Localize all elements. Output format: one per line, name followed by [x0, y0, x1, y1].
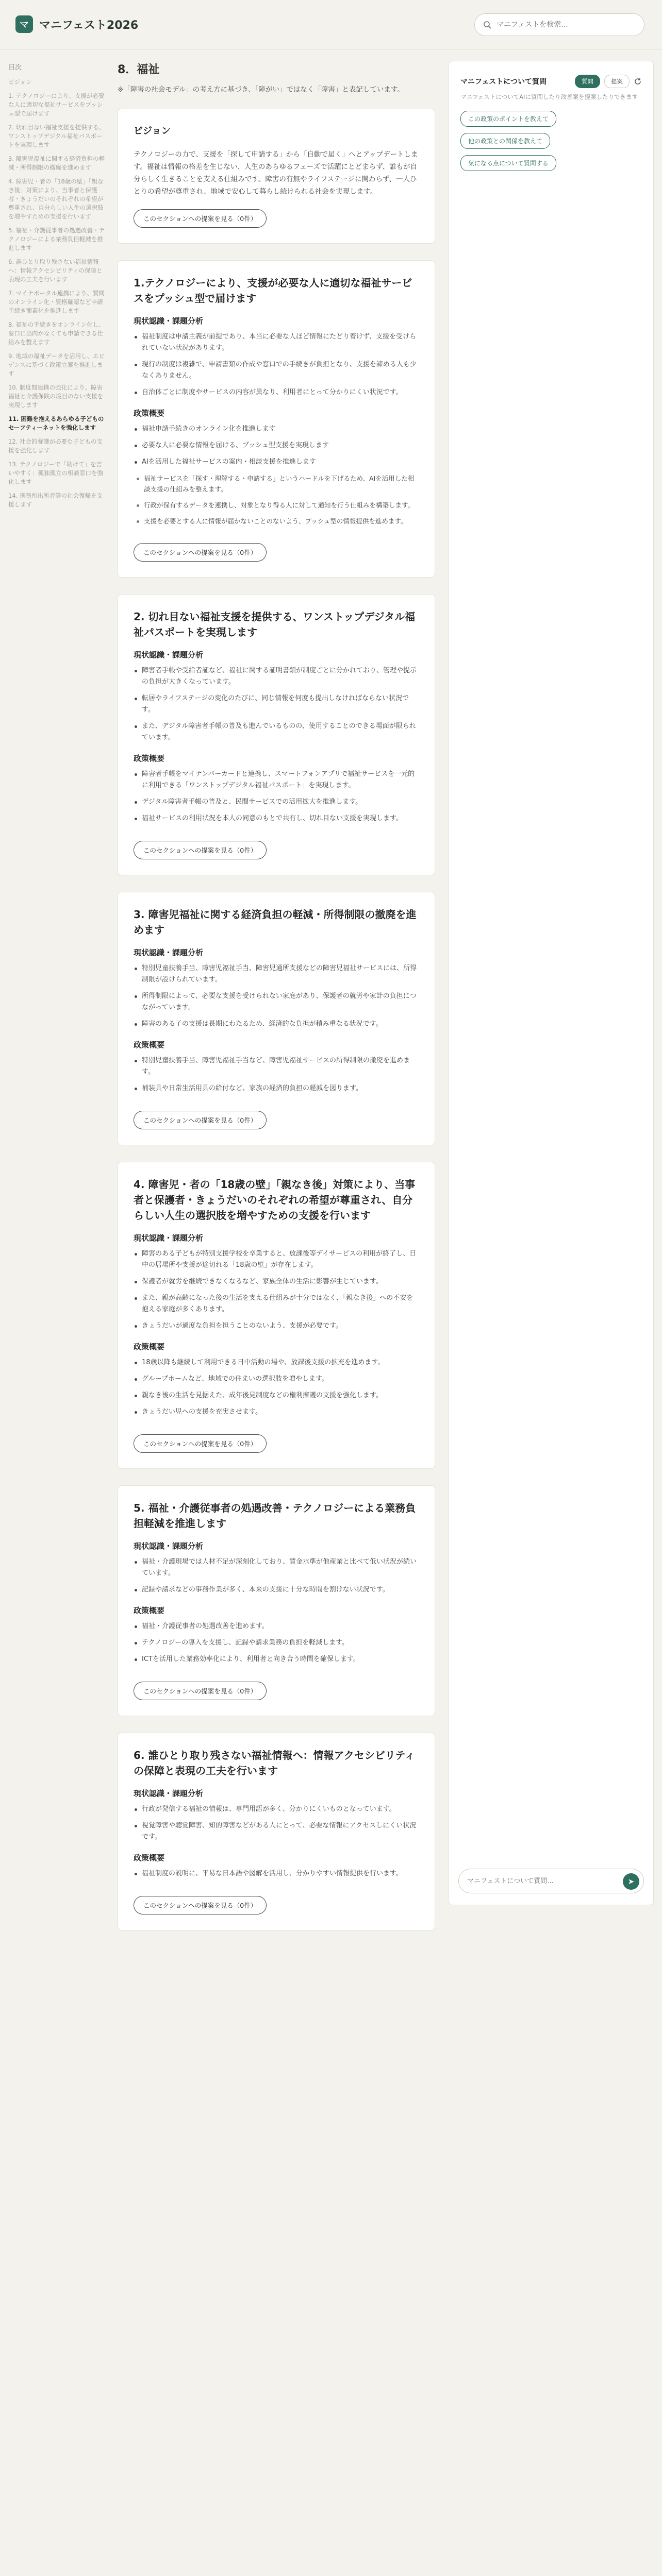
list-item: 障害者手帳をマイナンバーカードと連携し、スマートフォンアプリで福祉サービスを一元的に利用できる「ワンストップデジタル福祉パスポート」を実現します。	[134, 769, 419, 791]
list-item: テクノロジーの導入を支援し、記録や請求業務の負担を軽減します。	[134, 1637, 419, 1649]
policy-list	[134, 1055, 419, 1094]
main-content	[118, 61, 435, 1947]
section-proposals-button[interactable]: このセクションへの提案を見る（0件）	[134, 841, 267, 859]
policy-list	[134, 423, 419, 468]
assistant-title: マニフェストについて質問	[460, 78, 547, 86]
site-logo[interactable]	[15, 15, 138, 33]
section-title: 2. 切れ目ない福祉支援を提供する、ワンストップデジタル福祉パスポートを実現します	[134, 611, 416, 638]
current-list	[134, 665, 419, 743]
send-icon[interactable]: ➤	[623, 1873, 639, 1890]
current-list	[134, 963, 419, 1030]
policy-sections	[118, 260, 435, 1930]
current-heading: 現状認識・課題分析	[134, 1789, 204, 1798]
lead-note: ※「障害の社会モデル」の考え方に基づき、「障がい」ではなく「障害」と表記しています。	[118, 86, 404, 94]
list-item: 所得制限によって、必要な支援を受けられない家庭があり、保護者の就労や家計の負担につながっています。	[134, 991, 419, 1013]
mode-proposal-toggle[interactable]: 提案	[604, 75, 630, 88]
toc-item[interactable]: 4. 障害児・者の「18歳の壁」「親なき後」対策により、当事者と保護者・きょうだいのそれぞれの希望が尊重され、自分らしい人生の選択肢を増やすための支援を行います	[8, 178, 104, 220]
suggestion-list	[449, 111, 653, 171]
policy-section-card	[118, 260, 435, 578]
vision-heading: ビジョン	[134, 126, 171, 137]
section-proposals-button[interactable]: このセクションへの提案を見る（0件）	[134, 1434, 267, 1453]
list-item: 行政が発信する福祉の情報は、専門用語が多く、分かりにくいものとなっています。	[134, 1804, 419, 1815]
suggestion-chip[interactable]: 気になる点について質問する	[460, 155, 556, 171]
vision-card	[118, 109, 435, 244]
current-list	[134, 331, 419, 398]
logo-mark-icon: マ	[15, 15, 33, 33]
section-proposals-button[interactable]: このセクションへの提案を見る（0件）	[134, 1682, 267, 1700]
list-item: 障害のある子どもが特別支援学校を卒業すると、放課後等デイサービスの利用が終了し、日中の居場所や支援が途切れる「18歳の壁」が存在します。	[134, 1248, 419, 1271]
list-item: 支援を必要とする人に情報が届かないことのないよう、プッシュ型の情報提供を進めます。	[136, 516, 419, 527]
toc-item[interactable]: 6. 誰ひとり取り残さない福祉情報へ：情報アクセシビリティの保障と表現の工夫を行います	[8, 258, 103, 283]
current-heading: 現状認識・課題分析	[134, 650, 204, 659]
list-item: AIを活用した福祉サービスの案内・相談支援を推進します	[134, 456, 419, 468]
policy-list	[134, 1357, 419, 1418]
toc-list	[8, 78, 106, 509]
list-item: 障害のある子の支援は長期にわたるため、経済的な負担が積み重なる状況です。	[134, 1019, 419, 1030]
chat-input[interactable]	[467, 1877, 617, 1885]
current-heading: 現状認識・課題分析	[134, 1233, 204, 1243]
policy-heading: 政策概要	[134, 409, 165, 418]
list-item: 親なき後の生活を見据えた、成年後見制度などの権利擁護の支援を強化します。	[134, 1390, 419, 1401]
suggestion-chip[interactable]: この政策のポイントを教えて	[460, 111, 556, 127]
section-proposals-button[interactable]: このセクションへの提案を見る（0件）	[134, 1896, 267, 1914]
list-item: 保護者が就労を継続できなくなるなど、家族全体の生活に影響が生じています。	[134, 1276, 419, 1287]
list-item: 福祉制度の説明に、平易な日本語や図解を活用し、分かりやすい情報提供を行います。	[134, 1868, 419, 1879]
toc-title: 目次	[8, 64, 22, 72]
policy-heading: 政策概要	[134, 754, 165, 763]
section-title: 6. 誰ひとり取り残さない福祉情報へ：情報アクセシビリティの保障と表現の工夫を行います	[134, 1749, 415, 1777]
list-item: 記録や請求などの事務作業が多く、本来の支援に十分な時間を割けない状況です。	[134, 1584, 419, 1596]
policy-section-card	[118, 594, 435, 875]
toc-item[interactable]: 2. 切れ目ない福祉支援を提供する、ワンストップデジタル福祉パスポートを実現します	[8, 124, 105, 148]
mode-question-toggle[interactable]: 質問	[575, 75, 600, 88]
current-list	[134, 1556, 419, 1596]
section-proposals-button[interactable]: このセクションへの提案を見る（0件）	[134, 1111, 267, 1129]
toc-item[interactable]: 9. 地域の福祉データを活用し、エビデンスに基づく政策立案を推進します	[8, 352, 105, 377]
list-item: 特別児童扶養手当、障害児福祉手当など、障害児福祉サービスの所得制限の撤廃を進めます。	[134, 1055, 419, 1078]
site-title: マニフェスト2026	[39, 19, 139, 32]
search-box[interactable]	[474, 13, 644, 36]
list-item: 福祉申請手続きのオンライン化を推進します	[134, 423, 419, 435]
policy-heading: 政策概要	[134, 1853, 165, 1862]
search-icon	[483, 21, 491, 29]
vision-body: テクノロジーの力で、支援を「探して申請する」から「自動で届く」へとアップデートします。福祉は情報の格差を生じない、人生のあらゆるフェーズで活躍にとどまらず、誰もが自分らしく生きることを支える仕組みです。障害の有無やライフステージに関わらず、一人ひとりの希望が尊重され、地域で安心して暮らし続けられる社会を実現します。	[134, 150, 418, 196]
list-item: 現行の制度は複雑で、申請書類の作成や窓口での手続きが負担となり、支援を諦める人も少なくありません。	[134, 359, 419, 382]
table-of-contents	[8, 62, 106, 514]
policy-heading: 政策概要	[134, 1606, 165, 1615]
vision-proposals-button[interactable]: このセクションへの提案を見る（0件）	[134, 209, 267, 228]
policy-heading: 政策概要	[134, 1342, 165, 1351]
toc-item[interactable]: 7. マイナポータル連携により、質問のオンライン化・資格確認など申請手続き簡素化を推進します	[8, 290, 105, 314]
policy-list	[134, 1868, 419, 1879]
list-item: 自治体ごとに制度やサービスの内容が異なり、利用者にとって分かりにくい状況です。	[134, 387, 419, 398]
list-item: 福祉・介護従事者の処遇改善を進めます。	[134, 1621, 419, 1632]
list-item: 必要な人に必要な情報を届ける、プッシュ型支援を実現します	[134, 440, 419, 451]
toc-item[interactable]: 5. 福祉・介護従事者の処遇改善・テクノロジーによる業務負担軽減を推進します	[8, 227, 105, 251]
list-item: 福祉制度は申請主義が前提であり、本当に必要な人ほど情報にたどり着けず、支援を受けられていない状況があります。	[134, 331, 419, 354]
list-item: また、親が高齢になった後の生活を支える仕組みが十分ではなく、「親なき後」への不安を抱える家庭が多くあります。	[134, 1293, 419, 1315]
list-item: 補装具や日常生活用具の給付など、家族の経済的負担の軽減を図ります。	[134, 1083, 419, 1094]
section-proposals-button[interactable]: このセクションへの提案を見る（0件）	[134, 543, 267, 562]
list-item: グループホームなど、地域での住まいの選択肢を増やします。	[134, 1374, 419, 1385]
list-item: また、デジタル障害者手帳の普及も進んでいるものの、使用することのできる場面が限られています。	[134, 721, 419, 743]
toc-item[interactable]: 13. テクノロジーで「助けて」を言いやすく：孤独孤立の相談窓口を強化します	[8, 461, 103, 485]
current-list	[134, 1804, 419, 1843]
list-item: きょうだいが過度な負担を担うことのないよう、支援が必要です。	[134, 1320, 419, 1332]
list-item: 福祉・介護現場では人材不足が深刻化しており、賃金水準が他産業と比べて低い状況が続いています。	[134, 1556, 419, 1579]
chat-input-box[interactable]	[458, 1869, 644, 1893]
search-input[interactable]	[496, 21, 636, 29]
toc-item[interactable]: 8. 福祉の手続きをオンライン化し、窓口に出向かなくても申請できる仕組みを整えます	[8, 321, 105, 346]
policy-sub-list	[136, 473, 419, 527]
list-item: 視覚障害や聴覚障害、知的障害などがある人にとって、必要な情報にアクセスしにくい状況です。	[134, 1820, 419, 1843]
list-item: 福祉サービスを「探す・理解する・申請する」というハードルを下げるため、AIを活用した相談支援の仕組みを整えます。	[136, 473, 419, 495]
current-heading: 現状認識・課題分析	[134, 316, 204, 326]
toc-item[interactable]: ビジョン	[8, 78, 32, 86]
toc-item[interactable]: 11. 困難を抱えるあらゆる子どものセーフティーネットを強化します	[8, 415, 104, 431]
policy-heading: 政策概要	[134, 1040, 165, 1049]
policy-section-card	[118, 1485, 435, 1716]
assistant-header	[449, 61, 653, 92]
toc-item[interactable]: 1. テクノロジーにより、支援が必要な人に適切な福祉サービスをプッシュ型で届けます	[8, 92, 105, 117]
list-item: デジタル障害者手帳の普及と、民間サービスでの活用拡大を推進します。	[134, 796, 419, 808]
refresh-icon[interactable]	[634, 77, 642, 86]
list-item: 障害者手帳や受給者証など、福祉に関する証明書類が制度ごとに分かれており、管理や提示の負担が大きくなっています。	[134, 665, 419, 688]
section-title: 1.テクノロジーにより、支援が必要な人に適切な福祉サービスをプッシュ型で届けます	[134, 277, 412, 304]
list-item: きょうだい児への支援を充実させます。	[134, 1406, 419, 1418]
toc-item[interactable]: 10. 制度間連携の強化により、障害福祉と介護保険の境目のない支援を実現します	[8, 384, 103, 409]
suggestion-chip[interactable]: 他の政策との関係を教えて	[460, 133, 550, 149]
list-item: 特別児童扶養手当、障害児福祉手当、障害児通所支援などの障害児福祉サービスには、所得制限が設けられています。	[134, 963, 419, 986]
section-title: 5. 福祉・介護従事者の処遇改善・テクノロジーによる業務負担軽減を推進します	[134, 1502, 416, 1530]
list-item: ICTを活用した業務効率化により、利用者と向き合う時間を確保します。	[134, 1654, 419, 1665]
policy-list	[134, 769, 419, 824]
section-title: 4. 障害児・者の「18歳の壁」「親なき後」対策により、当事者と保護者・きょうだいのそれぞれの希望が尊重され、自分らしい人生の選択肢を増やすための支援を行います	[134, 1178, 416, 1222]
policy-list	[134, 1621, 419, 1665]
current-heading: 現状認識・課題分析	[134, 1541, 204, 1551]
policy-section-card	[118, 1733, 435, 1930]
current-list	[134, 1248, 419, 1332]
assistant-panel	[449, 61, 654, 1905]
assistant-tools	[575, 75, 642, 88]
toc-item[interactable]: 14. 刑務所出所者等の社会復帰を支援します	[8, 492, 103, 508]
current-heading: 現状認識・課題分析	[134, 948, 204, 957]
toc-item[interactable]: 12. 社会的養護が必要な子どもの支援を強化します	[8, 438, 103, 454]
page-title: 8．福祉	[118, 63, 160, 76]
list-item: 行政が保有するデータを連携し、対象となり得る人に対して通知を行う仕組みを構築します。	[136, 500, 419, 511]
assistant-subtitle: マニフェストについてAIに質問したり改善案を提案したりできます	[460, 93, 638, 100]
list-item: 福祉サービスの利用状況を本人の同意のもとで共有し、切れ目ない支援を実現します。	[134, 813, 419, 824]
section-title: 3. 障害児福祉に関する経済負担の軽減・所得制限の撤廃を進めます	[134, 908, 417, 936]
list-item: 転居やライフステージの変化のたびに、同じ情報を何度も提出しなければならない状況です。	[134, 693, 419, 716]
policy-section-card	[118, 1162, 435, 1469]
list-item: 18歳以降も継続して利用できる日中活動の場や、放課後支援の拡充を進めます。	[134, 1357, 419, 1368]
toc-item[interactable]: 3. 障害児福祉に関する経済負担の軽減・所得制限の撤廃を進めます	[8, 155, 105, 171]
top-bar	[0, 0, 662, 49]
policy-section-card	[118, 892, 435, 1145]
